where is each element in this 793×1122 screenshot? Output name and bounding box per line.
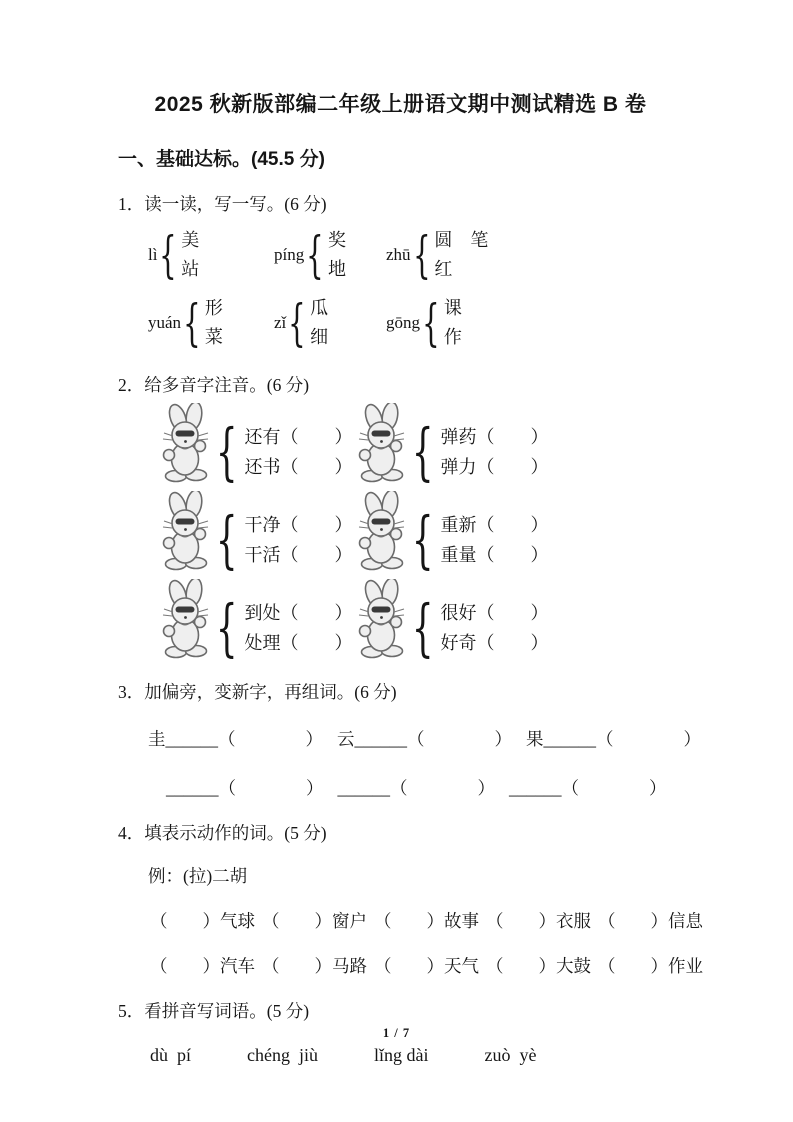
pinyin-word: zuò yè	[484, 1045, 537, 1065]
action-word-item: （ ）作业	[598, 956, 703, 976]
brace-glyph: {	[215, 591, 238, 665]
brace-glyph: {	[288, 293, 306, 352]
q4-row-2	[150, 953, 701, 978]
q1-groups	[148, 226, 701, 352]
radical-blank-item: ______（ ）	[166, 778, 324, 798]
brace-glyph: {	[183, 293, 201, 352]
q4-row-1	[150, 908, 701, 933]
word-top: 到处（ ）	[244, 603, 353, 623]
pinyin-label: gōng	[386, 313, 420, 332]
brace-glyph: {	[411, 415, 434, 489]
q1-row-2	[148, 294, 701, 352]
radical-blank-item: ______（ ）	[337, 778, 495, 798]
word-top: 重新（ ）	[440, 515, 549, 535]
rabbit-icon	[158, 579, 216, 659]
word-bottom: 重量（ ）	[440, 545, 549, 565]
word-bottom: 还书（ ）	[244, 457, 353, 477]
char-bottom: 地	[328, 259, 347, 279]
action-word-item: （ ）气球	[150, 911, 255, 931]
brace-glyph: {	[215, 415, 238, 489]
pinyin-label: lì	[148, 245, 158, 264]
action-word-item: （ ）衣服	[486, 911, 591, 931]
polyphone-group	[158, 575, 354, 665]
char-top: 奖	[328, 230, 347, 250]
char-bottom: 站	[181, 259, 200, 279]
pinyin-word: lǐng dài	[374, 1045, 429, 1065]
char-bottom: 细	[310, 327, 329, 347]
polyphone-group	[354, 399, 614, 489]
word-top: 还有（ ）	[244, 427, 353, 447]
rabbit-icon	[354, 403, 412, 483]
q2-groups	[158, 399, 701, 665]
brace-glyph: {	[159, 225, 178, 284]
polyphone-group	[354, 487, 614, 577]
pinyin-group	[148, 226, 274, 284]
rabbit-icon	[158, 403, 216, 483]
char-top: 圆 笔	[434, 230, 489, 250]
rabbit-icon	[354, 491, 412, 571]
radical-blank-item: 圭______（ ）	[148, 729, 323, 749]
brace-glyph: {	[306, 225, 324, 284]
pinyin-group	[274, 226, 386, 284]
polyphone-group	[354, 575, 614, 665]
q5-pinyin-row	[150, 1045, 701, 1066]
q3-row-1	[148, 726, 701, 751]
word-top: 很好（ ）	[440, 603, 549, 623]
pinyin-word: dù pí	[150, 1045, 192, 1065]
char-top: 瓜	[310, 298, 329, 318]
brace-glyph: {	[422, 293, 440, 352]
char-top: 形	[204, 298, 223, 318]
word-bottom: 处理（ ）	[244, 633, 353, 653]
pinyin-label: yuán	[148, 313, 182, 332]
q1-row-1	[148, 226, 701, 284]
char-bottom: 作	[443, 327, 462, 347]
action-word-item: （ ）天气	[374, 956, 479, 976]
radical-blank-item: 云______（ ）	[337, 729, 512, 749]
page-number: 1 / 7	[382, 1026, 411, 1040]
action-word-item: （ ）大鼓	[486, 956, 591, 976]
pinyin-group	[274, 294, 386, 352]
brace-glyph: {	[215, 503, 238, 577]
char-top: 课	[443, 298, 462, 318]
radical-blank-item: ______（ ）	[509, 778, 667, 798]
word-top: 干净（ ）	[244, 515, 353, 535]
char-bottom: 菜	[204, 327, 223, 347]
q2-label: 2．给多音字注音。(6 分)	[118, 375, 310, 395]
brace-glyph: {	[411, 591, 434, 665]
char-top: 美	[181, 230, 200, 250]
pinyin-group	[148, 294, 274, 352]
q3-row-2	[166, 775, 701, 800]
rabbit-icon	[354, 579, 412, 659]
page-title: 2025 秋新版部编二年级上册语文期中测试精选 B 卷	[154, 93, 647, 116]
pinyin-word: chéng jiù	[247, 1045, 318, 1065]
radical-blank-item: 果______（ ）	[526, 729, 701, 749]
polyphone-group	[158, 487, 354, 577]
q1-label: 1．读一读，写一写。(6 分)	[118, 194, 327, 214]
brace-glyph: {	[411, 503, 434, 577]
char-bottom: 红	[434, 259, 453, 279]
q5-label: 5．看拼音写词语。(5 分)	[118, 1001, 310, 1021]
pinyin-group	[386, 226, 488, 284]
action-word-item: （ ）马路	[262, 956, 367, 976]
pinyin-label: zhū	[386, 245, 411, 264]
word-bottom: 弹力（ ）	[440, 457, 549, 477]
rabbit-icon	[158, 491, 216, 571]
word-bottom: 好奇（ ）	[440, 633, 549, 653]
q4-example: 例：(拉)二胡	[148, 866, 248, 886]
pinyin-label: píng	[274, 245, 305, 264]
q4-label: 4．填表示动作的词。(5 分)	[118, 823, 327, 843]
polyphone-group	[158, 399, 354, 489]
action-word-item: （ ）故事	[374, 911, 479, 931]
pinyin-group	[386, 294, 462, 352]
q3-label: 3．加偏旁，变新字，再组词。(6 分)	[118, 682, 397, 702]
action-word-item: （ ）汽车	[150, 956, 255, 976]
section-heading: 一、基础达标。(45.5 分)	[118, 149, 325, 170]
word-bottom: 干活（ ）	[244, 545, 353, 565]
word-top: 弹药（ ）	[440, 427, 549, 447]
brace-glyph: {	[412, 225, 431, 284]
action-word-item: （ ）窗户	[262, 911, 367, 931]
action-word-item: （ ）信息	[598, 911, 703, 931]
pinyin-label: zǐ	[274, 313, 287, 332]
